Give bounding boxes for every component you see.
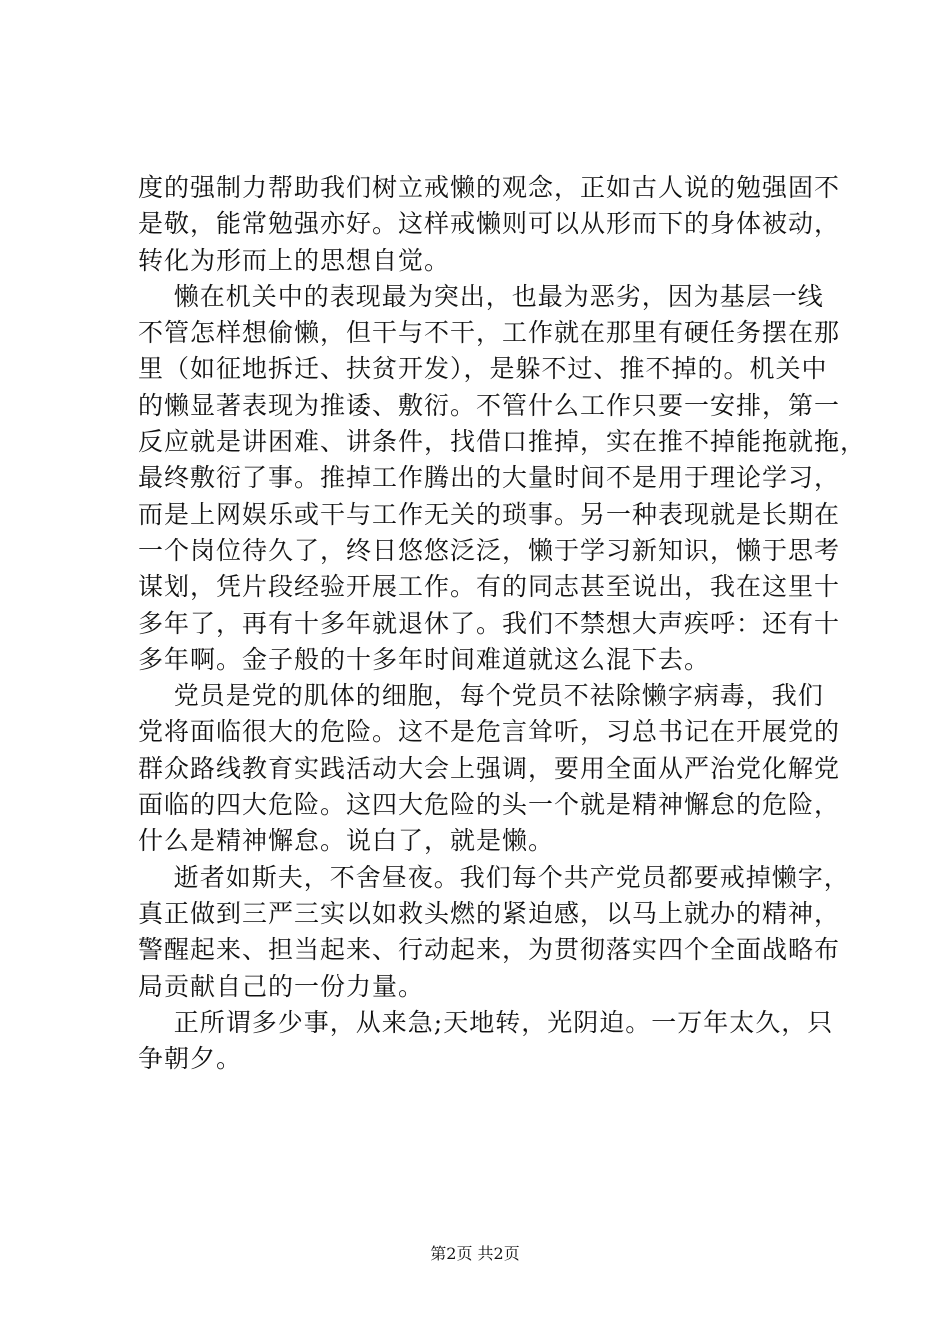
document-body [138,170,867,1077]
page-footer [0,1243,950,1265]
text-line: 的懒显著表现为推诿、敷衍。不管什么工作只要一安排，第一 [138,390,841,420]
text-line: 争朝夕。 [138,1044,243,1074]
page-number: 第2页 共2页 [430,1244,520,1263]
text-line: 局贡献自己的一份力量。 [138,971,425,1001]
text-line: 懒在机关中的表现最为突出，也最为恶劣，因为基层一线 [138,281,824,311]
text-line: 反应就是讲困难、讲条件，找借口推掉，实在推不掉能拖就拖， [138,427,867,457]
text-line: 警醒起来、担当起来、行动起来，为贯彻落实四个全面战略布 [138,935,841,965]
text-line: 度的强制力帮助我们树立戒懒的观念，正如古人说的勉强固不 [138,173,841,202]
text-line: 一个岗位待久了，终日悠悠泛泛，懒于学习新知识，懒于思考 [138,535,841,565]
text-line: 不管怎样想偷懒，但干与不干，工作就在那里有硬任务摆在那 [138,318,841,348]
text-line: 真正做到三严三实以如救头燃的紧迫感，以马上就办的精神， [138,898,841,928]
text-line: 党将面临很大的危险。这不是危言耸听，习总书记在开展党的 [138,717,841,747]
text-line: 是敬，能常勉强亦好。这样戒懒则可以从形而下的身体被动， [138,209,841,239]
text-line: 最终敷衍了事。推掉工作腾出的大量时间不是用于理论学习， [138,463,841,493]
text-line: 面临的四大危险。这四大危险的头一个就是精神懈怠的危险， [138,790,841,820]
text-line: 谋划，凭片段经验开展工作。有的同志甚至说出，我在这里十 [138,572,841,602]
text-line: 而是上网娱乐或干与工作无关的琐事。另一种表现就是长期在 [138,499,841,529]
text-line: 正所谓多少事，从来急;天地转，光阴迫。一万年太久，只 [138,1007,834,1037]
text-line: 逝者如斯夫，不舍昼夜。我们每个共产党员都要戒掉懒字， [138,862,850,892]
text-line: 多年啊。金子般的十多年时间难道就这么混下去。 [138,644,711,674]
text-line: 转化为形而上的思想自觉。 [138,245,451,275]
text-line: 里（如征地拆迁、扶贫开发），是躲不过、推不掉的。机关中 [138,354,828,384]
text-line: 什么是精神懈怠。说白了，就是懒。 [138,826,555,856]
text-line: 党员是党的肌体的细胞，每个党员不祛除懒字病毒，我们 [138,681,824,711]
text-line: 多年了，再有十多年就退休了。我们不禁想大声疾呼：还有十 [138,608,841,638]
text-line: 群众路线教育实践活动大会上强调，要用全面从严治党化解党 [138,753,841,783]
